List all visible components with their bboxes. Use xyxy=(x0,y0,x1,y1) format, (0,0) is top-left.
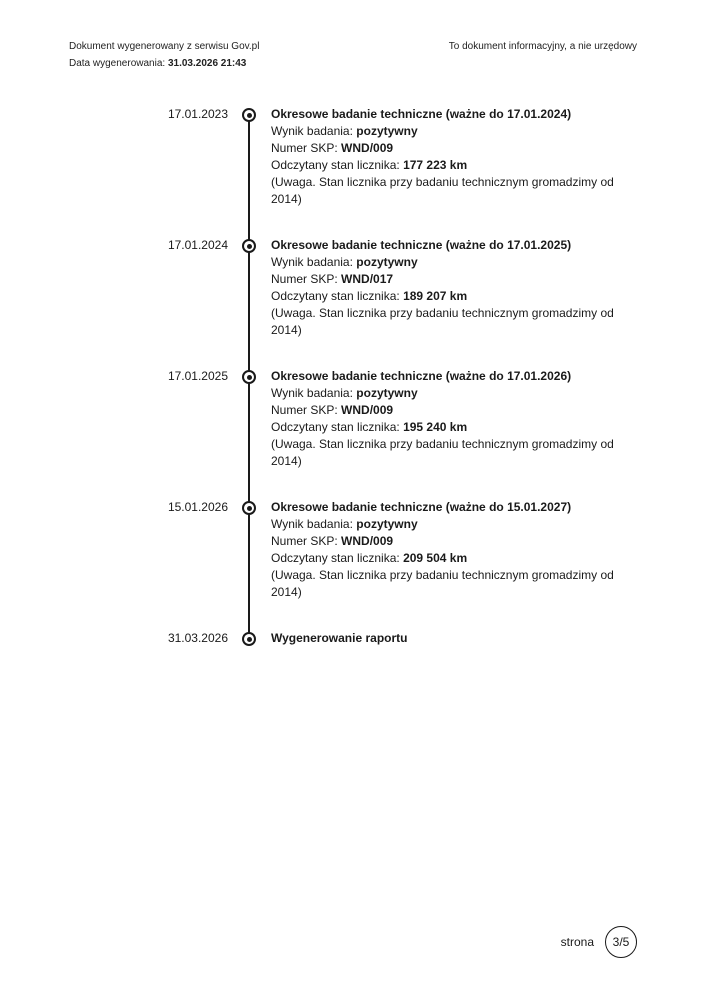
document-header-left xyxy=(69,41,259,70)
skp-value: WND/009 xyxy=(341,534,394,548)
odometer-value: 189 207 km xyxy=(403,289,468,303)
event-details xyxy=(271,630,641,647)
event-title: Okresowe badanie techniczne (ważne do 17.01.2025) xyxy=(271,238,572,252)
event-title: Okresowe badanie techniczne (ważne do 17.01.2026) xyxy=(271,369,572,383)
result-value: pozytywny xyxy=(356,255,418,269)
skp-row xyxy=(271,533,641,550)
page-number-badge: 3/5 xyxy=(605,926,637,958)
event-details xyxy=(271,499,641,601)
generation-date-label: Data wygenerowania: xyxy=(69,58,166,69)
skp-label: Numer SKP: xyxy=(271,272,338,286)
event-date: 15.01.2026 xyxy=(167,500,228,514)
skp-row xyxy=(271,140,641,157)
timeline-dot-icon xyxy=(242,239,256,253)
odometer-row xyxy=(271,288,641,305)
event-title: Okresowe badanie techniczne (ważne do 15.01.2027) xyxy=(271,500,572,514)
generation-date-value: 31.03.2026 21:43 xyxy=(167,58,247,69)
page-footer xyxy=(561,926,637,958)
odometer-row xyxy=(271,157,641,174)
event-date: 17.01.2025 xyxy=(167,369,228,383)
odometer-row xyxy=(271,550,641,567)
odometer-note: (Uwaga. Stan licznika przy badaniu technicznym gromadzimy od 2014) xyxy=(271,175,614,206)
page-label: strona xyxy=(560,935,594,949)
event-title: Wygenerowanie raportu xyxy=(271,631,408,645)
odometer-value: 209 504 km xyxy=(403,551,468,565)
skp-value: WND/017 xyxy=(341,272,394,286)
odometer-label: Odczytany stan licznika: xyxy=(271,289,400,303)
event-title: Okresowe badanie techniczne (ważne do 17.01.2024) xyxy=(271,107,572,121)
event-details xyxy=(271,237,641,339)
timeline-dot-icon xyxy=(242,632,256,646)
odometer-label: Odczytany stan licznika: xyxy=(271,551,400,565)
timeline-dot-icon xyxy=(242,370,256,384)
skp-value: WND/009 xyxy=(341,141,394,155)
result-label: Wynik badania: xyxy=(271,124,353,138)
timeline-dot-icon xyxy=(242,108,256,122)
odometer-value: 195 240 km xyxy=(403,420,468,434)
result-label: Wynik badania: xyxy=(271,517,353,531)
result-row xyxy=(271,516,641,533)
event-date: 31.03.2026 xyxy=(167,631,228,645)
result-row xyxy=(271,123,641,140)
generation-date xyxy=(69,58,259,70)
timeline-dot-icon xyxy=(242,501,256,515)
odometer-note: (Uwaga. Stan licznika przy badaniu technicznym gromadzimy od 2014) xyxy=(271,437,614,468)
result-label: Wynik badania: xyxy=(271,255,353,269)
odometer-note: (Uwaga. Stan licznika przy badaniu technicznym gromadzimy od 2014) xyxy=(271,306,614,337)
event-date: 17.01.2023 xyxy=(167,107,228,121)
odometer-label: Odczytany stan licznika: xyxy=(271,158,400,172)
skp-row xyxy=(271,271,641,288)
event-details xyxy=(271,368,641,470)
skp-label: Numer SKP: xyxy=(271,403,338,417)
odometer-label: Odczytany stan licznika: xyxy=(271,420,400,434)
result-value: pozytywny xyxy=(356,386,418,400)
disclaimer: To dokument informacyjny, a nie urzędowy xyxy=(448,41,637,52)
result-value: pozytywny xyxy=(356,124,418,138)
result-label: Wynik badania: xyxy=(271,386,353,400)
odometer-note: (Uwaga. Stan licznika przy badaniu technicznym gromadzimy od 2014) xyxy=(271,568,614,599)
source-text: Dokument wygenerowany z serwisu Gov.pl xyxy=(69,41,260,52)
result-row xyxy=(271,254,641,271)
odometer-value: 177 223 km xyxy=(403,158,468,172)
skp-value: WND/009 xyxy=(341,403,394,417)
skp-label: Numer SKP: xyxy=(271,534,338,548)
event-details xyxy=(271,106,641,208)
skp-label: Numer SKP: xyxy=(271,141,338,155)
odometer-row xyxy=(271,419,641,436)
event-date: 17.01.2024 xyxy=(167,238,228,252)
result-value: pozytywny xyxy=(356,517,418,531)
skp-row xyxy=(271,402,641,419)
result-row xyxy=(271,385,641,402)
